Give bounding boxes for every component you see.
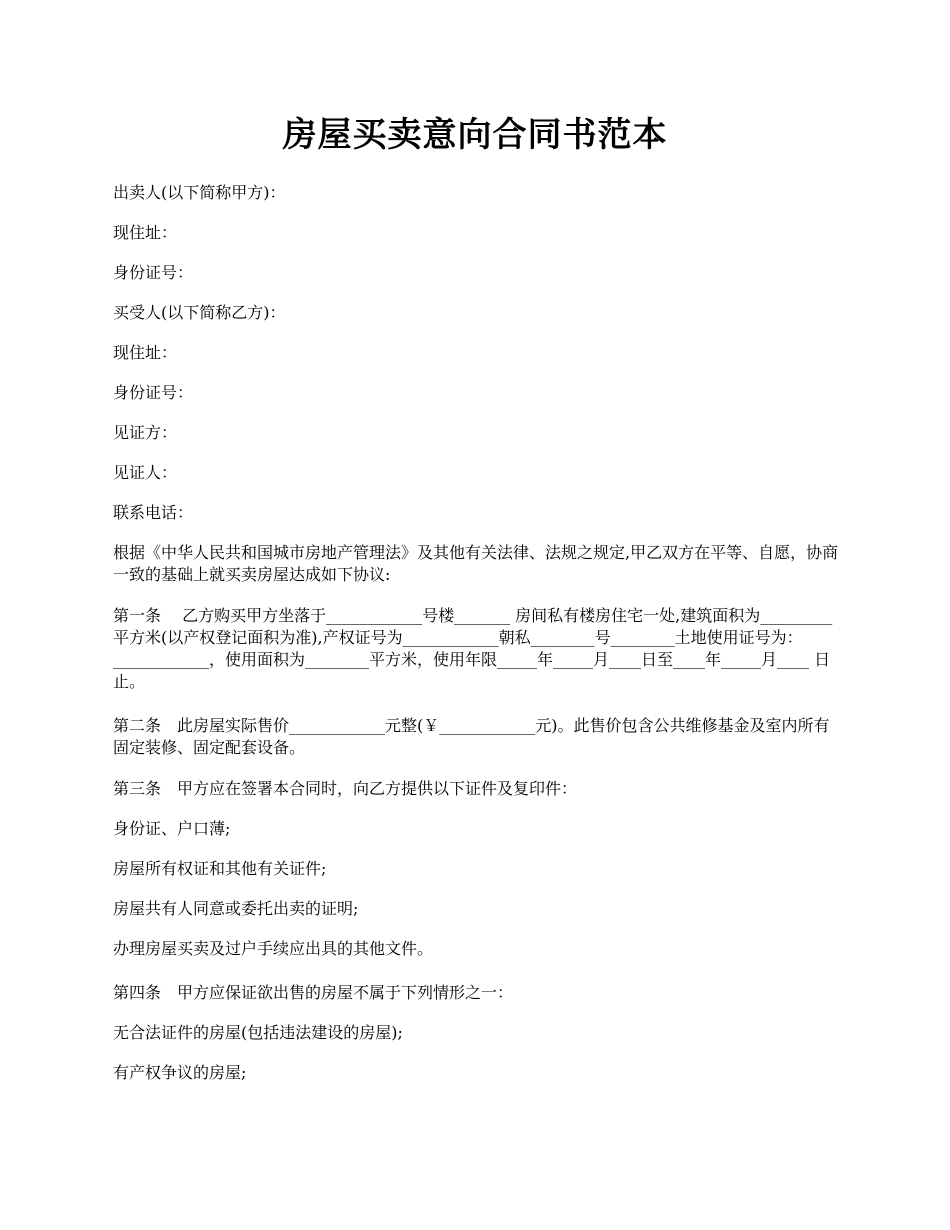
article-2-paragraph: 第二条 此房屋实际售价____________元整(￥____________元)。此售价包含公共维修基金及室内所有固定装修、固定配套设备。 [113,716,830,757]
buyer-address-line: 现住址： [113,343,178,362]
list-item: 办理房屋买卖及过户手续应出具的其他文件。 [113,939,434,958]
seller-address-line: 现住址： [113,223,178,242]
contact-phone-line: 联系电话： [113,503,194,522]
list-item: 无合法证件的房屋(包括违法建设的房屋); [113,1023,403,1042]
witness-person-line: 见证人： [113,463,178,482]
list-item: 身份证、户口薄; [113,819,231,838]
list-item: 有产权争议的房屋; [113,1063,247,1082]
witness-party-line: 见证方： [113,423,178,442]
list-item: 房屋所有权证和其他有关证件; [113,859,327,878]
article-1-paragraph: 第一条 乙方购买甲方坐落于____________号楼_______ 房间私有楼房住宅一处,建筑面积为_________平方米(以产权登记面积为准),产权证号为____________朝私________号________土地使用证号为：____________，使用面积为________平方米，使用年限_____年_____月____日至____年_____月____ 日止。 [113,606,833,691]
list-item: 房屋共有人同意或委托出卖的证明; [113,899,359,918]
preamble-paragraph: 根据《中华人民共和国城市房地产管理法》及其他有关法律、法规之规定,甲乙双方在平等、自愿，协商一致的基础上就买卖房屋达成如下协议: [113,543,839,584]
buyer-id-line: 身份证号： [113,383,194,402]
seller-line: 出卖人(以下简称甲方)： [113,183,286,202]
article-4-paragraph: 第四条 甲方应保证欲出售的房屋不属于下列情形之一： [113,983,514,1002]
buyer-line: 买受人(以下简称乙方)： [113,303,286,322]
document-title: 房屋买卖意向合同书范本 [282,115,668,155]
article-3-paragraph: 第三条 甲方应在签署本合同时，向乙方提供以下证件及复印件： [113,779,578,798]
seller-id-line: 身份证号： [113,263,194,282]
